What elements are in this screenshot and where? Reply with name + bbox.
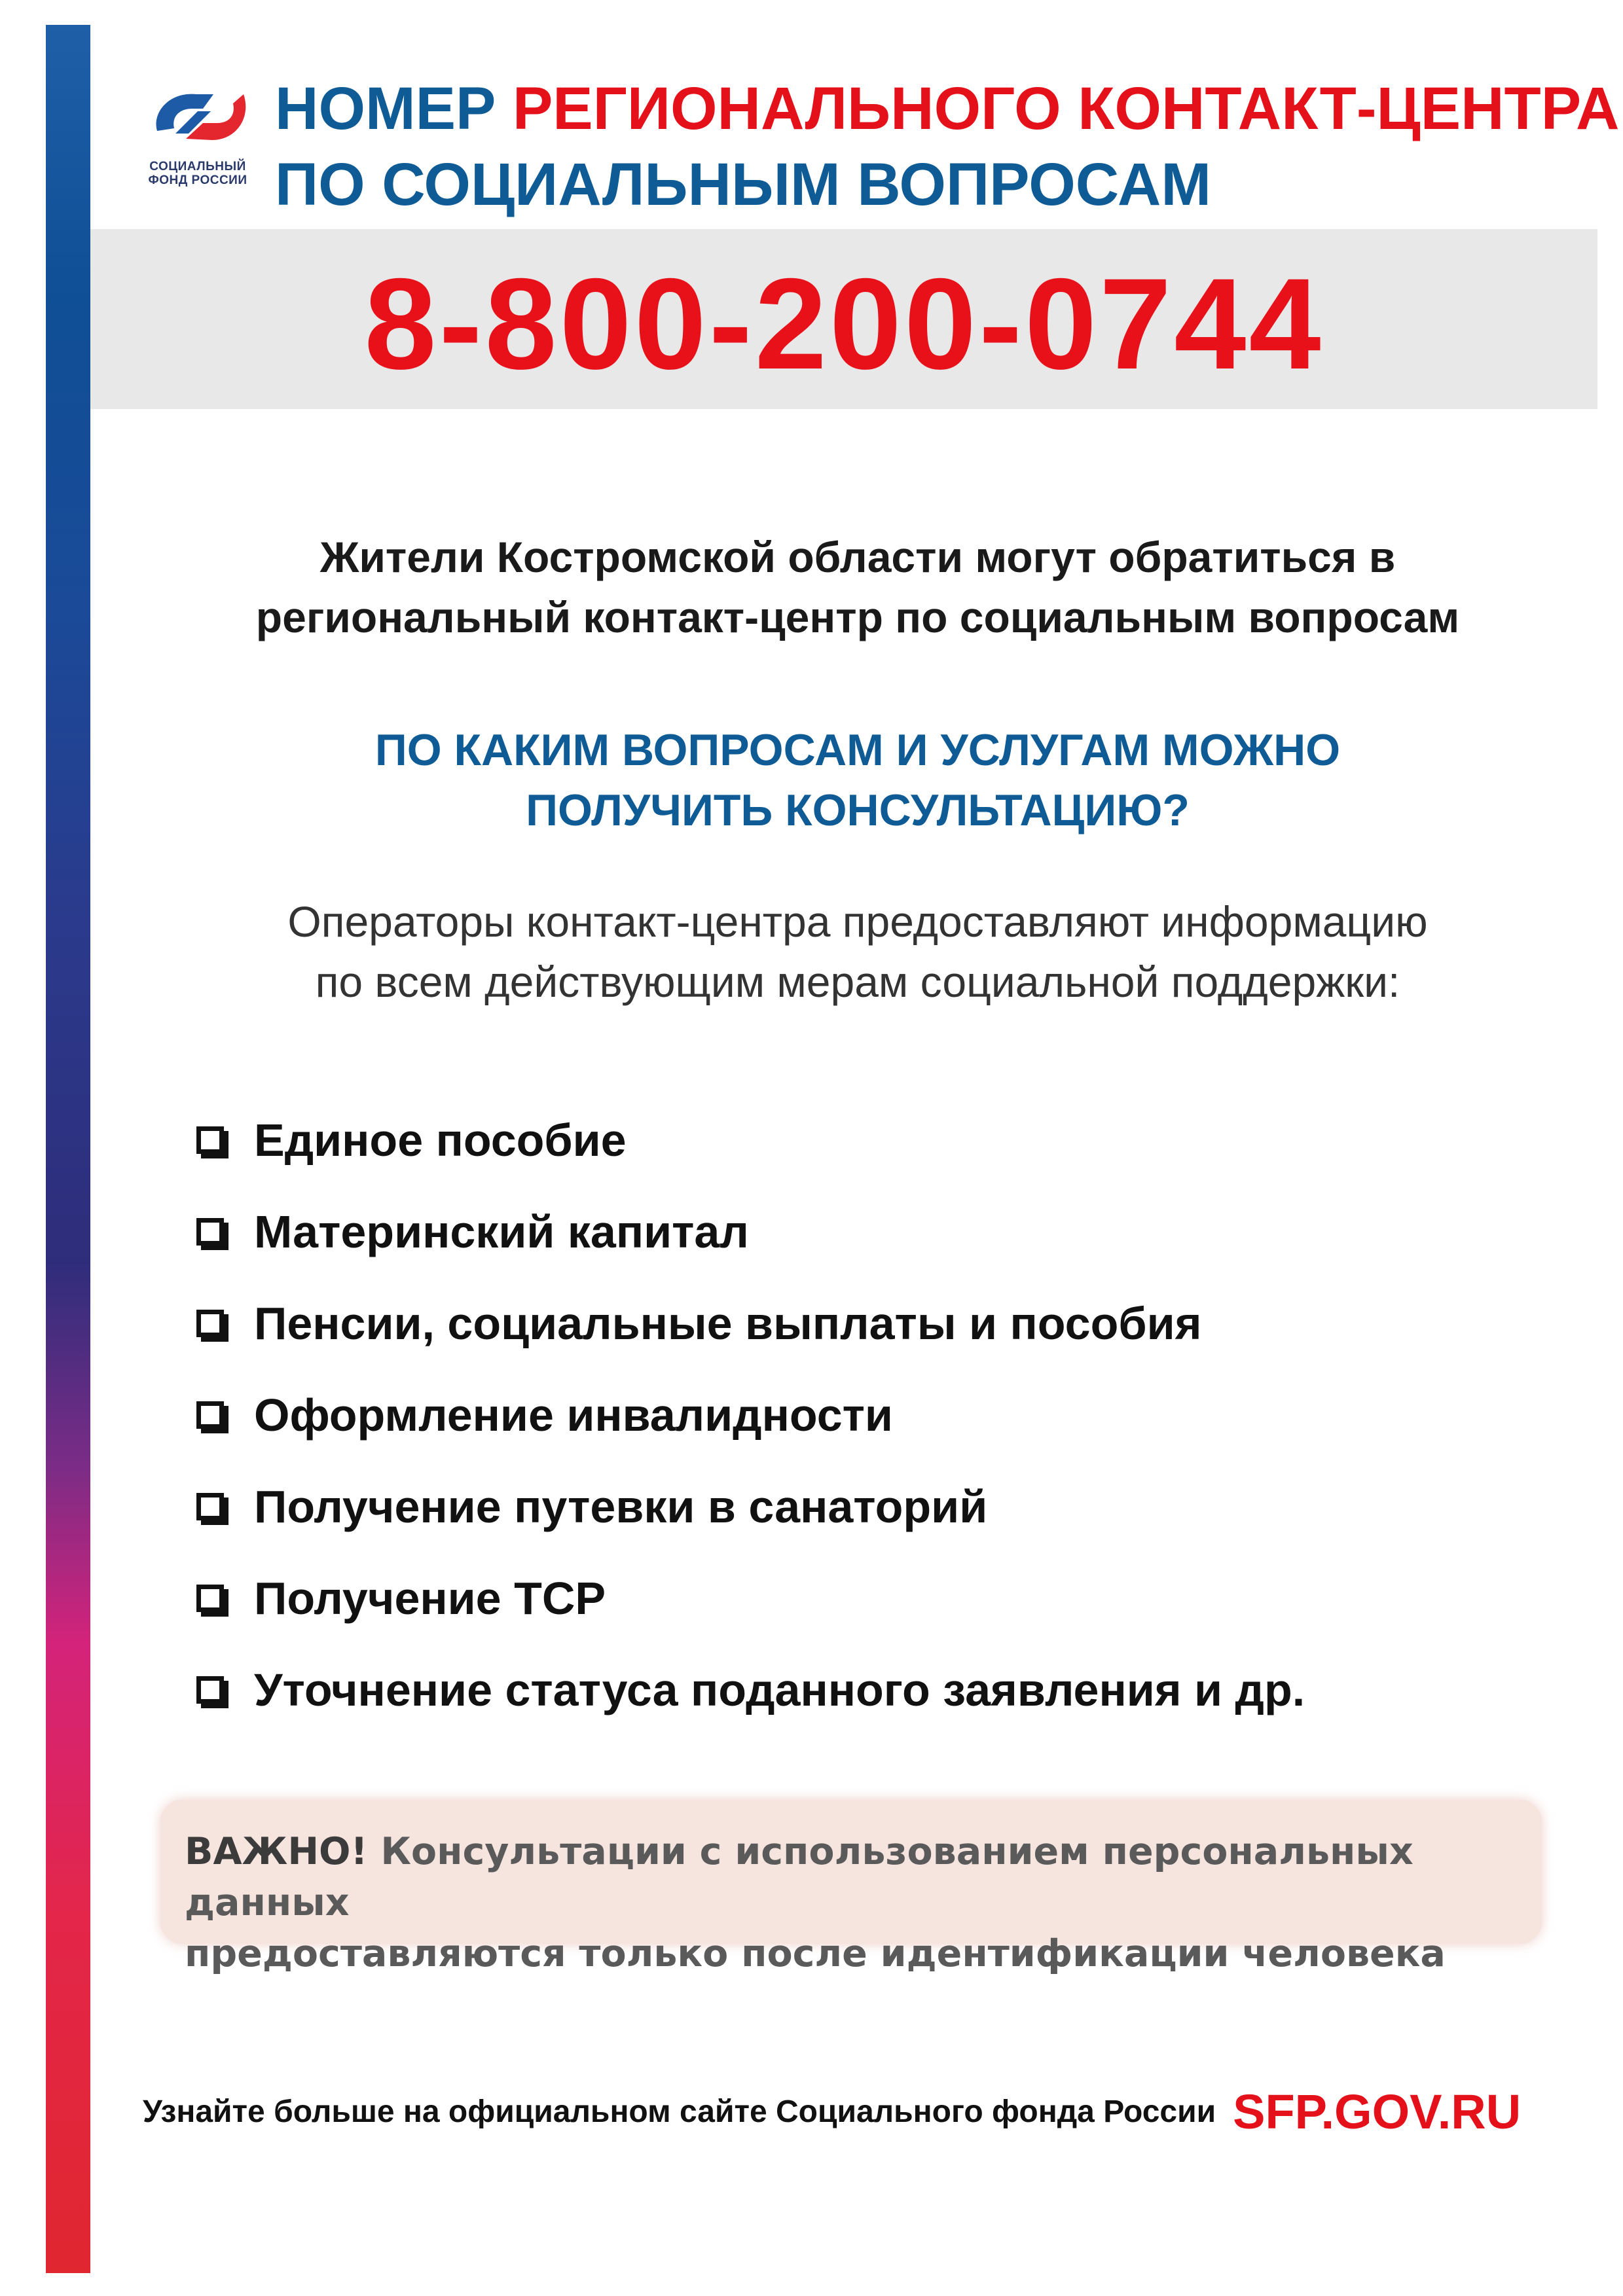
checkbox-icon xyxy=(196,1218,224,1246)
list-item-label: Получение путевки в санаторий xyxy=(254,1481,988,1532)
list-item-label: Получение ТСР xyxy=(254,1573,606,1624)
footer-text: Узнайте больше на официальном сайте Социального фонда России xyxy=(143,2094,1216,2129)
notice-line2: предоставляются только после идентификации человека xyxy=(185,1932,1446,1975)
intro-text xyxy=(105,527,1611,647)
list-item xyxy=(196,1369,1305,1461)
operators-text xyxy=(105,891,1611,1012)
list-item xyxy=(196,1094,1305,1186)
operators-line1: Операторы контакт-центра предоставляют информацию xyxy=(287,897,1428,946)
checkbox-icon xyxy=(196,1585,224,1612)
title-part1: НОМЕР xyxy=(275,75,513,142)
sfr-logo-icon xyxy=(145,77,250,154)
list-item xyxy=(196,1461,1305,1552)
section-heading-line2: ПОЛУЧИТЬ КОНСУЛЬТАЦИЮ? xyxy=(526,785,1190,835)
section-heading-line1: ПО КАКИМ ВОПРОСАМ И УСЛУГАМ МОЖНО xyxy=(374,725,1341,775)
list-item-label: Материнский капитал xyxy=(254,1206,749,1257)
notice-line1-text: Консультации с использованием персональных данных xyxy=(185,1830,1413,1924)
checkbox-icon xyxy=(196,1401,224,1429)
services-list xyxy=(196,1094,1305,1736)
list-item xyxy=(196,1644,1305,1736)
checkbox-icon xyxy=(196,1493,224,1520)
list-item xyxy=(196,1278,1305,1369)
title-line2: ПО СОЦИАЛЬНЫМ ВОПРОСАМ xyxy=(275,151,1211,218)
logo-text-line1: СОЦИАЛЬНЫЙ xyxy=(149,160,246,173)
checkbox-icon xyxy=(196,1126,224,1154)
intro-line2: региональный контакт-центр по социальным вопросам xyxy=(255,593,1460,641)
side-gradient-stripe xyxy=(46,25,90,2273)
title-line1 xyxy=(275,71,1620,147)
logo xyxy=(145,77,250,187)
checkbox-icon xyxy=(196,1310,224,1337)
list-item-label: Единое пособие xyxy=(254,1115,627,1166)
checkbox-icon xyxy=(196,1676,224,1704)
website-link[interactable]: SFP.GOV.RU xyxy=(1233,2085,1522,2139)
notice-label: ВАЖНО! xyxy=(185,1830,368,1873)
footer xyxy=(143,2084,1583,2140)
list-item-label: Оформление инвалидности xyxy=(254,1390,893,1441)
logo-text-line2: ФОНД РОССИИ xyxy=(148,173,247,187)
logo-text xyxy=(145,160,250,187)
list-item xyxy=(196,1186,1305,1278)
operators-line2: по всем действующим мерам социальной поддержки: xyxy=(315,958,1400,1006)
list-item-label: Пенсии, социальные выплаты и пособия xyxy=(254,1298,1202,1349)
intro-line1: Жители Костромской области могут обратиться в xyxy=(319,533,1396,581)
important-notice-text xyxy=(185,1826,1559,1979)
section-heading xyxy=(105,720,1611,840)
title-accent: РЕГИОНАЛЬНОГО КОНТАКТ-ЦЕНТРА xyxy=(512,75,1620,142)
page-title xyxy=(275,71,1620,223)
notice-line1 xyxy=(185,1826,1559,1928)
phone-number[interactable]: 8-800-200-0744 xyxy=(364,251,1324,396)
list-item-label: Уточнение статуса поданного заявления и др. xyxy=(254,1664,1305,1715)
list-item xyxy=(196,1552,1305,1644)
